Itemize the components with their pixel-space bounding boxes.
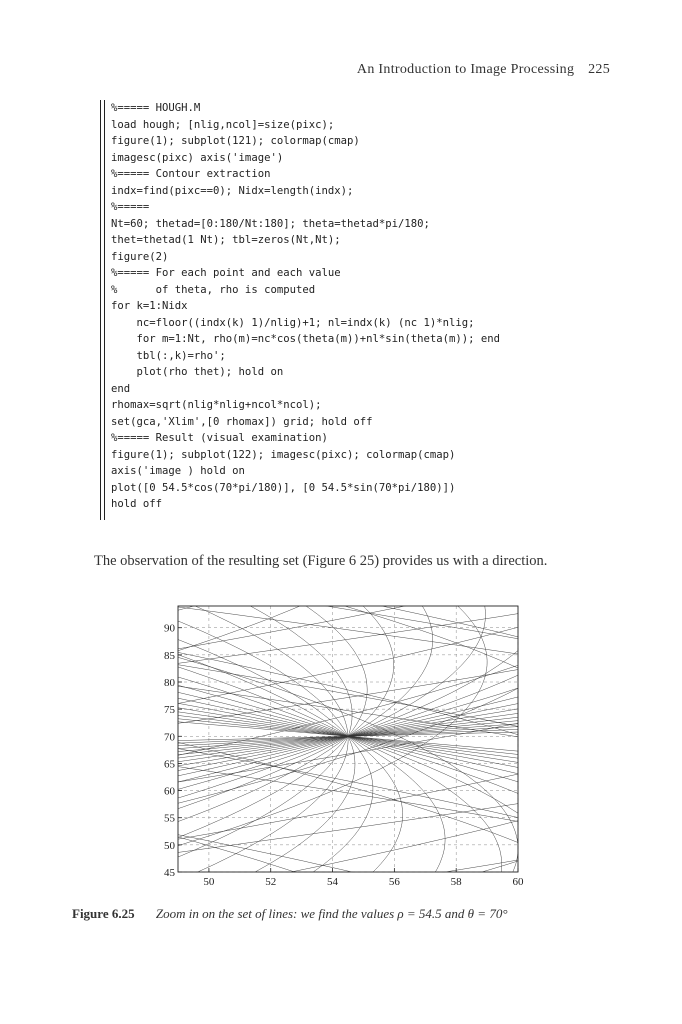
- code-line: imagesc(pixc) axis('image'): [111, 151, 284, 164]
- hough-curve: [130, 600, 160, 883]
- hough-plot: [130, 600, 530, 890]
- code-line: %=====: [111, 201, 150, 213]
- code-line: set(gca,'Xlim',[0 rhomax]) grid; hold off: [111, 415, 373, 428]
- code-line: figure(1); subplot(122); imagesc(pixc); colormap(cmap): [111, 448, 456, 461]
- y-tick-label: 55: [164, 812, 175, 825]
- running-title: An Introduction to Image Processing: [356, 62, 575, 77]
- code-line: figure(2): [111, 250, 169, 263]
- code-line: %===== HOUGH.M: [111, 102, 201, 114]
- y-tick-label: 50: [164, 839, 175, 852]
- code-margin-bar: [100, 100, 105, 520]
- running-head: [357, 62, 610, 78]
- x-tick-label: 54: [327, 876, 339, 888]
- y-tick-label: 80: [164, 677, 175, 689]
- code-line: Nt=60; thetad=[0:180/Nt:180]; theta=thetad*pi/180;: [111, 217, 430, 230]
- hough-curve: [130, 600, 327, 883]
- code-line: thet=thetad(1 Nt); tbl=zeros(Nt,Nt);: [111, 234, 341, 246]
- figure-caption: [72, 906, 612, 922]
- page-number: 225: [588, 62, 610, 77]
- code-line: hold off: [111, 498, 163, 510]
- y-tick-label: 85: [164, 649, 175, 662]
- code-line: end: [111, 382, 131, 395]
- x-tick-label: 52: [265, 876, 277, 888]
- x-tick-label: 50: [203, 876, 215, 888]
- x-tick-label: 58: [450, 876, 462, 888]
- hough-curve: [130, 600, 325, 883]
- x-tick-label: 56: [388, 876, 400, 888]
- code-line: axis('image ) hold on: [111, 465, 245, 477]
- code-listing: [100, 100, 580, 520]
- hough-figure: [130, 600, 530, 890]
- figure-label: Figure 6.25: [72, 906, 135, 921]
- curve-group: [130, 600, 530, 883]
- code-line: for k=1:Nidx: [111, 300, 188, 312]
- y-tick-label: 60: [164, 785, 175, 798]
- code-lines: [111, 100, 500, 513]
- y-tick-label: 90: [164, 622, 175, 635]
- code-line: figure(1); subplot(121); colormap(cmap): [111, 135, 360, 147]
- code-line: plot(rho thet); hold on: [111, 366, 284, 378]
- y-tick-label: 45: [164, 867, 175, 879]
- code-line: load hough; [nlig,ncol]=size(pixc);: [111, 118, 335, 131]
- y-tick-label: 70: [164, 731, 175, 744]
- code-line: rhomax=sqrt(nlig*nlig+ncol*ncol);: [111, 399, 322, 411]
- y-tick-label: 75: [164, 704, 175, 717]
- x-tick-label: 60: [512, 876, 524, 888]
- code-line: indx=find(pixc==0); Nidx=length(indx);: [111, 184, 354, 197]
- code-line: %===== Contour extraction: [111, 168, 271, 180]
- hough-curve: [444, 600, 530, 883]
- hough-curve: [377, 600, 530, 883]
- code-line: plot([0 54.5*cos(70*pi/180)], [0 54.5*sin(70*pi/180)]): [111, 481, 456, 494]
- code-line: % of theta, rho is computed: [111, 283, 316, 296]
- code-line: for m=1:Nt, rho(m)=nc*cos(theta(m))+nl*sin(theta(m)); end: [111, 333, 501, 345]
- code-line: %===== Result (visual examination): [111, 432, 328, 444]
- figure-caption-text: Zoom in on the set of lines: we find the values ρ = 54.5 and θ = 70°: [155, 906, 508, 921]
- y-tick-label: 65: [164, 758, 175, 771]
- code-line: tbl(:,k)=rho';: [111, 349, 226, 362]
- code-line: %===== For each point and each value: [111, 267, 341, 279]
- body-paragraph: The observation of the resulting set (Figure 6 25) provides us with a direction.: [94, 552, 548, 569]
- code-line: nc=floor((indx(k) 1)/nlig)+1; nl=indx(k) (nc 1)*nlig;: [111, 316, 475, 329]
